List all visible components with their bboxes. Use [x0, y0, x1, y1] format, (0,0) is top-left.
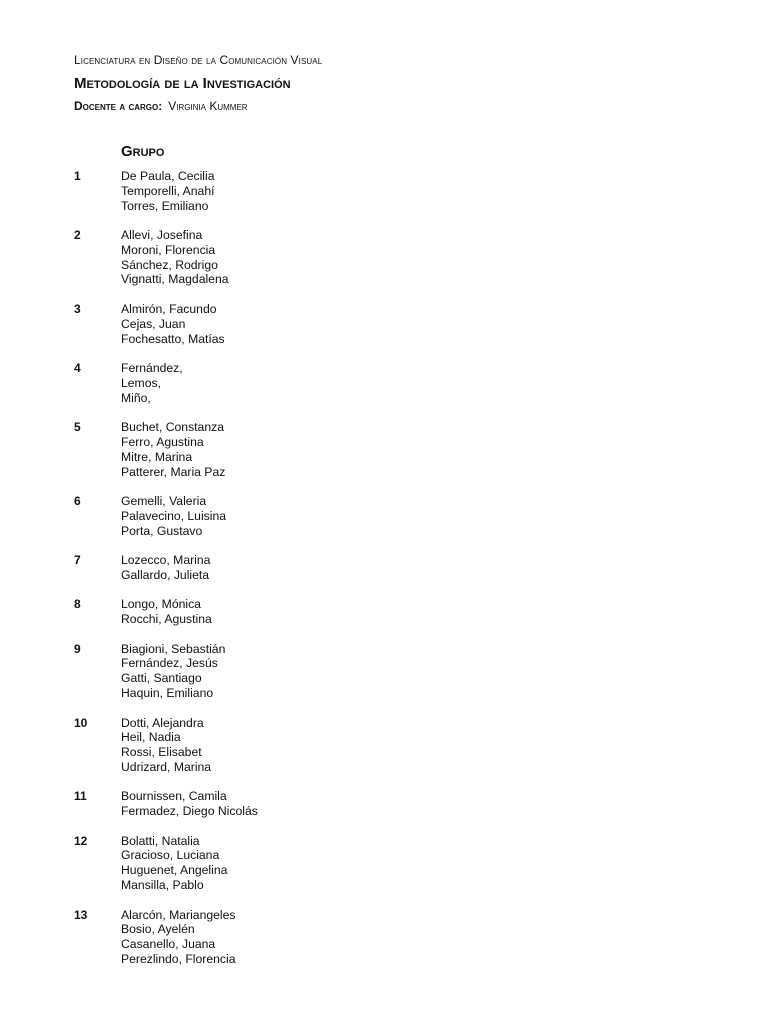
group-members — [121, 553, 210, 583]
group-row — [74, 716, 674, 775]
group-number: 11 — [74, 789, 87, 804]
group-row — [74, 642, 674, 701]
group-members — [121, 908, 235, 967]
group-members — [121, 834, 227, 893]
member-name: Lozecco, Marina — [121, 553, 211, 568]
group-row — [74, 494, 674, 538]
member-name: Longo, Mónica — [121, 597, 201, 612]
group-members — [121, 716, 211, 775]
member-name: Bournissen, Camila — [121, 789, 227, 804]
group-number: 1 — [74, 169, 81, 183]
member-name: Fochesatto, Matías — [121, 331, 225, 346]
member-name: Ferro, Agustina — [121, 434, 204, 449]
group-members — [121, 361, 183, 405]
group-row — [74, 361, 674, 405]
member-name: Mitre, Marina — [121, 449, 193, 464]
group-number: 6 — [74, 493, 81, 508]
docente-name: Virginia Kummer — [168, 99, 248, 113]
course-title: Metodología de la Investigación — [74, 75, 291, 92]
member-name: Sánchez, Rodrigo — [121, 257, 218, 272]
member-name: Fernández, Jesús — [121, 656, 218, 671]
member-name: Fernández, — [121, 361, 183, 376]
member-name: Udrizard, Marina — [121, 759, 212, 774]
member-name: Torres, Emiliano — [121, 198, 209, 213]
group-row — [74, 228, 674, 287]
member-name: Gallardo, Julieta — [121, 567, 210, 582]
member-name: Miño, — [121, 390, 151, 405]
member-name: Cejas, Juan — [121, 316, 186, 331]
member-name: Vignatti, Magdalena — [121, 272, 229, 287]
group-number: 3 — [74, 301, 81, 316]
member-name: Rossi, Elisabet — [121, 745, 202, 760]
group-members — [121, 642, 225, 701]
member-name: Buchet, Constanza — [121, 420, 224, 435]
group-number: 5 — [74, 420, 81, 435]
group-row — [74, 789, 674, 819]
member-name: Gemelli, Valeria — [121, 493, 207, 508]
member-name: Allevi, Josefina — [121, 228, 203, 243]
member-name: De Paula, Cecilia — [121, 169, 215, 183]
group-row — [74, 834, 674, 893]
group-number: 10 — [74, 715, 88, 730]
group-row — [74, 597, 674, 627]
group-row — [74, 420, 674, 479]
group-number: 8 — [74, 597, 81, 612]
member-name: Porta, Gustavo — [121, 523, 203, 538]
member-name: Palavecino, Luisina — [121, 508, 227, 523]
group-members — [121, 789, 258, 819]
member-name: Huguenet, Angelina — [121, 863, 228, 878]
group-number: 7 — [74, 553, 81, 568]
member-name: Moroni, Florencia — [121, 242, 216, 257]
group-number: 12 — [74, 833, 88, 848]
group-number: 4 — [74, 361, 81, 376]
member-name: Casanello, Juana — [121, 937, 216, 952]
member-name: Biagioni, Sebastián — [121, 641, 226, 656]
member-name: Heil, Nadia — [121, 730, 181, 745]
member-name: Dotti, Alejandra — [121, 715, 204, 730]
group-row — [74, 553, 674, 583]
member-name: Fermadez, Diego Nicolás — [121, 804, 258, 819]
member-name: Temporelli, Anahí — [121, 183, 215, 198]
program-title: Licenciatura en Diseño de la Comunicación Visual — [74, 53, 323, 67]
member-name: Mansilla, Pablo — [121, 878, 204, 893]
member-name: Almirón, Facundo — [121, 301, 217, 316]
member-name: Perezlindo, Florencia — [121, 951, 236, 966]
member-name: Haquin, Emiliano — [121, 686, 214, 701]
group-row — [74, 169, 674, 213]
group-number: 2 — [74, 228, 81, 243]
member-name: Lemos, — [121, 375, 161, 390]
group-row — [74, 908, 674, 967]
group-members — [121, 169, 215, 213]
group-members — [121, 420, 225, 479]
docente-label: Docente a cargo: — [74, 99, 163, 113]
group-row — [74, 302, 674, 346]
member-name: Rocchi, Agustina — [121, 612, 212, 627]
member-name: Alarcón, Mariangeles — [121, 907, 236, 922]
group-number: 13 — [74, 907, 88, 922]
member-name: Gatti, Santiago — [121, 671, 202, 686]
group-number: 9 — [74, 641, 81, 656]
member-name: Bosio, Ayelén — [121, 922, 195, 937]
member-name: Bolatti, Natalia — [121, 833, 200, 848]
member-name: Patterer, Maria Paz — [121, 464, 226, 479]
group-members — [121, 228, 229, 287]
group-members — [121, 494, 226, 538]
member-name: Gracioso, Luciana — [121, 848, 220, 863]
grupo-heading: Grupo — [121, 143, 165, 160]
group-members — [121, 302, 225, 346]
group-members — [121, 597, 212, 627]
group-list — [74, 169, 674, 981]
docente-line — [74, 99, 248, 113]
